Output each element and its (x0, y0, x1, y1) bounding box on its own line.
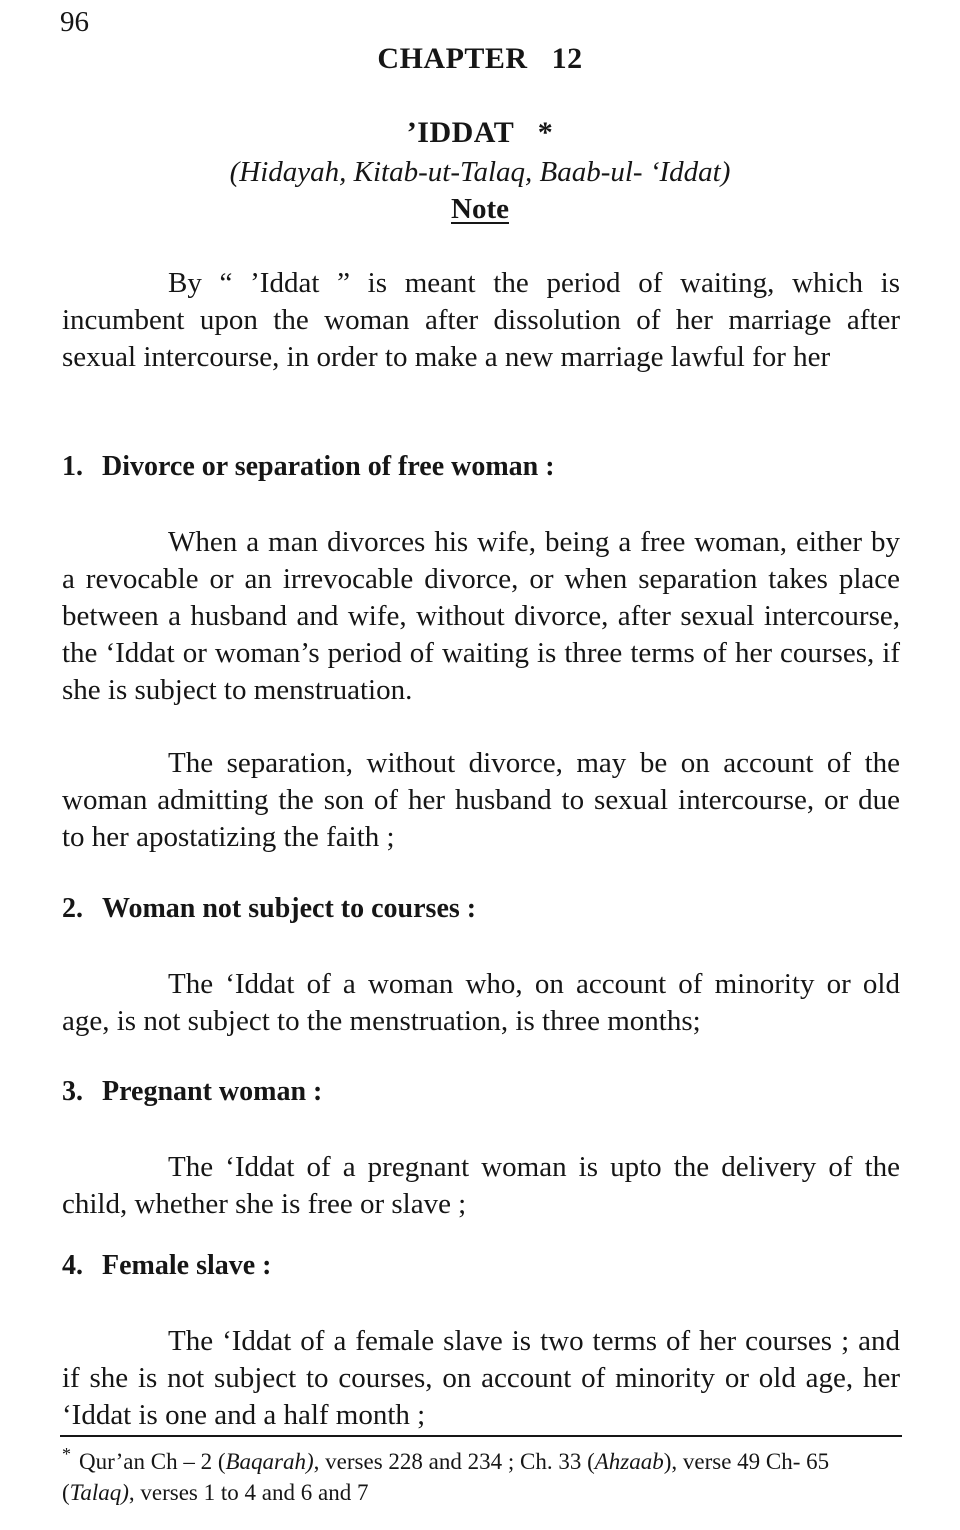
section-heading-1 (62, 451, 555, 483)
section-3-paragraph: The ‘Iddat of a pregnant woman is upto the delivery of the child, whether she is free or slave ; (62, 1151, 900, 1220)
note-heading: Note (451, 193, 509, 225)
section-1-paragraph-1: When a man divorces his wife, being a free woman, either by a revocable or an irrevocable divorce, or when separation takes place between a husband and wife, without divorce, after sexual intercourse, the ‘Iddat or woman’s period of waiting is three terms of her courses, if she is subject to menstruation. (62, 526, 900, 706)
section-number: 3. (62, 1076, 83, 1107)
intro-paragraph: By “ ’Iddat ” is meant the period of waiting, which is incumbent upon the woman after dissolution of her marriage after sexual intercourse, in order to make a new marriage lawful for her (62, 267, 900, 373)
footnote-marker: * (62, 1444, 71, 1465)
footnote-text-2: , verses 228 and 234 ; Ch. 33 ( (313, 1449, 595, 1474)
section-heading-4 (62, 1250, 272, 1282)
source-reference: (Hidayah, Kitab-ut-Talaq, Baab-ul- ‘Iddat) (229, 156, 731, 188)
section-title: Woman not subject to courses : (102, 893, 477, 924)
footnote-book-talaq: Talaq) (69, 1480, 129, 1505)
section-1-paragraph-2: The separation, without divorce, may be on account of the woman admitting the son of her husband to sexual intercourse, or due to her apostatizing the faith ; (62, 747, 900, 853)
footnote-text-1: Qur’an Ch – 2 ( (79, 1449, 226, 1474)
section-2-paragraph: The ‘Iddat of a woman who, on account of minority or old age, is not subject to the menstruation, is three months; (62, 968, 900, 1037)
footnote (62, 1446, 900, 1508)
section-number: 1. (62, 451, 83, 482)
footnote-divider (60, 1435, 902, 1437)
section-number: 2. (62, 893, 83, 924)
footnote-text-4: , verses 1 to 4 and 6 and 7 (128, 1480, 369, 1505)
page-number: 96 (60, 6, 89, 38)
section-heading-3 (62, 1076, 322, 1108)
section-title: Female slave : (102, 1250, 272, 1281)
section-4-paragraph: The ‘Iddat of a female slave is two terms of her courses ; and if she is not subject to courses, on account of minority or old age, her ‘Iddat is one and a half month ; (62, 1325, 900, 1431)
footnote-text-3: ), verse 49 Ch- 65 ( (62, 1449, 830, 1505)
section-heading-2 (62, 893, 476, 925)
chapter-title: ’IDDAT * (406, 116, 554, 149)
footnote-book-baqarah: Baqarah) (225, 1449, 314, 1474)
chapter-heading: CHAPTER 12 (377, 42, 583, 75)
section-title: Pregnant woman : (102, 1076, 323, 1107)
footnote-book-ahzaab: Ahzaab (594, 1449, 664, 1474)
section-title: Divorce or separation of free woman : (102, 451, 555, 482)
section-number: 4. (62, 1250, 83, 1281)
